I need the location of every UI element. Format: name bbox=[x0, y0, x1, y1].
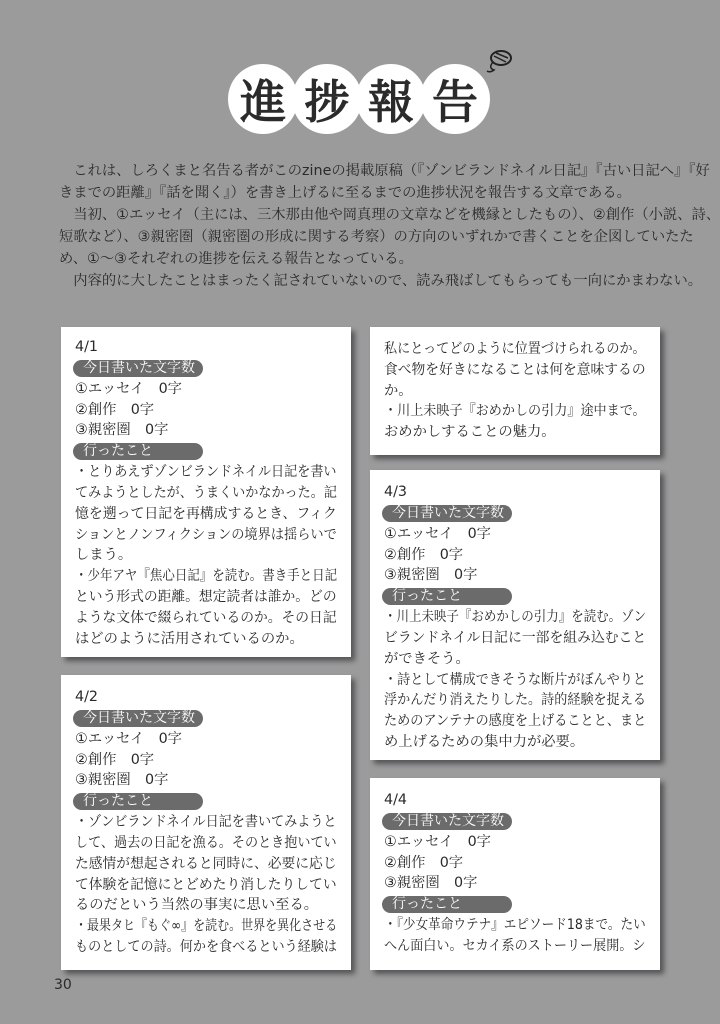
activity-line: ような文体で綴られているのか。その日記 bbox=[75, 609, 337, 626]
activity-line: ビランドネイル日記に一部を組み込むこと bbox=[384, 629, 647, 646]
activity-line: はどのように活用されているのか。 bbox=[75, 630, 304, 647]
report-card-4-4 bbox=[370, 778, 660, 970]
word-count-item: ③親密圏 0字 bbox=[384, 567, 478, 584]
card-date: 4/3 bbox=[384, 484, 408, 500]
word-count-item: ③親密圏 0字 bbox=[384, 875, 478, 892]
card-date: 4/1 bbox=[75, 339, 99, 355]
activity-line: ・詩として構成できそうな断片がぼんやりと bbox=[384, 671, 646, 688]
word-count-item: ②創作 0字 bbox=[75, 401, 155, 418]
activities-label: 行ったこと bbox=[382, 896, 512, 913]
word-count-item: ③親密圏 0字 bbox=[75, 422, 169, 439]
title-char: 進 bbox=[228, 64, 298, 134]
activity-line: 浮かんだり消えたりした。詩的経験を捉える bbox=[384, 692, 646, 709]
intro-line: きまでの距離』『話を聞く』）を書き上げるに至るまでの進捗状況を報告する文章である。 bbox=[59, 185, 631, 201]
page-title bbox=[228, 64, 484, 136]
title-char: 報 bbox=[356, 64, 426, 134]
activity-line: ・最果タヒ『もぐ∞』を読む。世界を異化させる bbox=[75, 918, 338, 935]
activity-line: るのだという当然の事実に思い至る。 bbox=[75, 897, 319, 914]
word-count-item: ②創作 0字 bbox=[384, 546, 464, 563]
activity-line: ・ゾンビランドネイル日記を書いてみようと bbox=[75, 814, 337, 831]
intro-line: め、①〜③それぞれの進捗を伝える報告となっている。 bbox=[59, 251, 413, 267]
bug-doodle-icon bbox=[484, 46, 514, 76]
intro-text bbox=[59, 160, 720, 292]
activity-line: てみようとしたが、うまくいかなかった。記 bbox=[75, 484, 337, 501]
word-count-item: ①エッセイ 0字 bbox=[75, 380, 182, 397]
intro-line: これは、しろくまと名告る者がこのzineの掲載原稿（『ゾンビランドネイル日記』『古い日記へ』『好 bbox=[59, 163, 710, 179]
word-count-label: 今日書いた文字数 bbox=[382, 813, 512, 830]
activity-line: ・少年アヤ『焦心日記』を読む。書き手と日記 bbox=[75, 568, 338, 585]
intro-line: 内容的に大したことはまったく記されていないので、読み飛ばしてもらっても一向にかまわない。 bbox=[59, 273, 703, 289]
word-count-item: ①エッセイ 0字 bbox=[384, 833, 491, 850]
card-date: 4/2 bbox=[75, 689, 99, 705]
word-count-label: 今日書いた文字数 bbox=[73, 360, 203, 377]
activity-line: ができそう。 bbox=[384, 650, 470, 667]
activities-label: 行ったこと bbox=[382, 588, 512, 605]
report-card-4-2 bbox=[61, 675, 351, 970]
report-card-4-1 bbox=[61, 327, 351, 657]
activities-label: 行ったこと bbox=[73, 443, 203, 460]
activity-line: ものとしての詩。何かを食べるという経験は bbox=[75, 938, 337, 955]
activity-line: ためのアンテナの感度を上げることと、まと bbox=[384, 713, 647, 730]
report-card-4-2-continued bbox=[370, 327, 660, 455]
word-count-item: ①エッセイ 0字 bbox=[384, 525, 491, 542]
activity-line: へん面白い。セカイ系のストーリー展開。シ bbox=[384, 937, 646, 954]
activity-line: ションとノンフィクションの境界は揺らいで bbox=[75, 526, 337, 543]
word-count-label: 今日書いた文字数 bbox=[73, 710, 203, 727]
activity-line: て体験を記憶にとどめたり消したりしてい bbox=[75, 876, 337, 893]
title-char: 捗 bbox=[292, 64, 362, 134]
word-count-item: ②創作 0字 bbox=[75, 751, 155, 768]
card-date: 4/4 bbox=[384, 792, 408, 808]
activity-line: た感情が想起されると同時に、必要に応じ bbox=[75, 855, 337, 872]
report-card-4-3 bbox=[370, 470, 660, 760]
activities-label: 行ったこと bbox=[73, 793, 203, 810]
activity-line: め上げるための集中力が必要。 bbox=[384, 733, 585, 750]
activity-line: して、過去の日記を漁る。そのとき抱いてい bbox=[75, 834, 337, 851]
activity-line: ・川上未映子『おめかしの引力』を読む。ゾン bbox=[384, 609, 647, 626]
title-char: 告 bbox=[420, 64, 490, 134]
activity-line: おめかしすることの魅力。 bbox=[384, 424, 556, 441]
activity-line: ・とりあえずゾンビランドネイル日記を書い bbox=[75, 464, 337, 481]
word-count-label: 今日書いた文字数 bbox=[382, 505, 512, 522]
page-number: 30 bbox=[54, 977, 72, 993]
activity-line: 私にとってどのように位置づけられるのか。 bbox=[384, 341, 646, 357]
activity-line: 憶を遡って日記を再構成するとき、フィク bbox=[75, 505, 337, 522]
activity-line: ・川上未映子『おめかしの引力』途中まで。 bbox=[384, 403, 646, 420]
activity-line: 食べ物を好きになることは何を意味するの bbox=[384, 361, 646, 378]
word-count-item: ①エッセイ 0字 bbox=[75, 730, 182, 747]
activity-line: という形式の距離。想定読者は誰か。どの bbox=[75, 588, 337, 605]
intro-line: 短歌など）、③親密圏（親密圏の形成に関する考察）の方向のいずれかで書くことを企図していたた bbox=[59, 229, 694, 245]
intro-line: 当初、①エッセイ（主には、三木那由他や岡真理の文章などを機縁としたもの）、②創作（小説、詩、 bbox=[59, 207, 720, 223]
activity-line: ・『少女革命ウテナ』エピソード18まで。たい bbox=[384, 917, 646, 934]
word-count-item: ②創作 0字 bbox=[384, 854, 464, 871]
activity-line: しまう。 bbox=[75, 547, 133, 564]
word-count-item: ③親密圏 0字 bbox=[75, 772, 169, 789]
activity-line: か。 bbox=[384, 382, 413, 399]
